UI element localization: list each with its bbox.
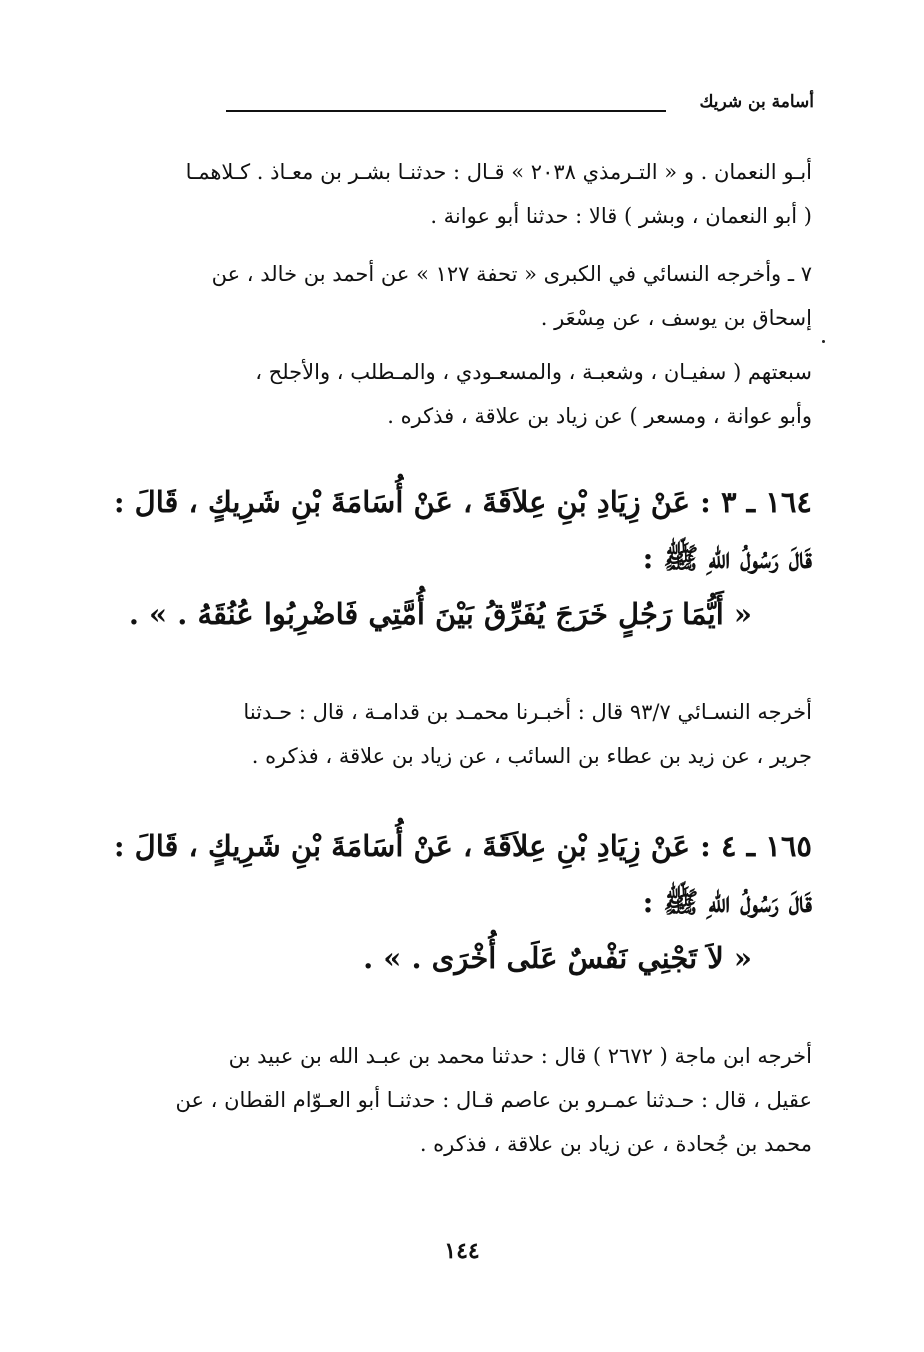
paragraph-takhrij-165 <box>112 1034 812 1166</box>
hadith-attribution: قَالَ رَسُولُ اللّهِ ﷺ : <box>642 541 812 575</box>
hadith-165 <box>112 818 812 986</box>
margin-mark <box>822 340 825 343</box>
text-line: أبـو النعمان . و « التـرمذي ٢٠٣٨ » قـال : حدثنـا بشـر بن معـاذ . كـلاهمـا <box>185 160 812 184</box>
text-line: عقيل ، قال : حـدثنا عمـرو بن عاصم قـال : حدثنـا أبو العـوّام القطان ، عن <box>175 1088 812 1112</box>
text-line: ٧ ـ وأخرجه النسائي في الكبرى « تحفة ١٢٧ » عن أحمد بن خالد ، عن <box>211 262 812 286</box>
text-line: أخرجه النسـائي ٩٣/٧ قال : أخبـرنا محمـد بن قدامـة ، قال : حـدثنا <box>243 700 812 724</box>
hadith-matn: « لاَ تَجْنِي نَفْسٌ عَلَى أُخْرَى . » . <box>363 941 752 975</box>
text-line: محمد بن جُحادة ، عن زياد بن علاقة ، فذكره . <box>419 1132 812 1156</box>
hadith-attribution: قَالَ رَسُولُ اللّهِ ﷺ : <box>642 885 812 919</box>
paragraph-continuation <box>112 150 812 238</box>
text-line: إسحاق بن يوسف ، عن مِسْعَر . <box>540 306 812 330</box>
paragraph-takhrij-164 <box>112 690 812 778</box>
hadith-isnad: ١٦٥ ـ ٤ : عَنْ زِيَادِ بْنِ عِلاَقَةَ ، عَنْ أُسَامَةَ بْنِ شَرِيكٍ ، قَالَ : <box>113 829 812 863</box>
text-line: جرير ، عن زيد بن عطاء بن السائب ، عن زياد بن علاقة ، فذكره . <box>251 744 812 768</box>
text-line: سبعتهم ( سفيـان ، وشعبـة ، والمسعـودي ، والمـطلب ، والأجلح ، <box>255 360 812 384</box>
running-header <box>226 92 814 118</box>
text-line: وأبو عوانة ، ومسعر ) عن زياد بن علاقة ، فذكره . <box>387 404 812 428</box>
paragraph-nasai-kubra <box>112 252 812 340</box>
text-line: ( أبو النعمان ، وبشر ) قالا : حدثنا أبو عوانة . <box>430 204 812 228</box>
paragraph-narrators-summary <box>112 350 812 438</box>
page-number: ١٤٤ <box>444 1238 480 1264</box>
header-rule <box>226 110 666 112</box>
hadith-isnad: ١٦٤ ـ ٣ : عَنْ زِيَادِ بْنِ عِلاَقَةَ ، عَنْ أُسَامَةَ بْنِ شَرِيكٍ ، قَالَ : <box>113 485 812 519</box>
header-title: أسامة بن شريك <box>699 92 814 112</box>
hadith-164 <box>112 474 812 642</box>
hadith-matn: « أَيُّمَا رَجُلٍ خَرَجَ يُفَرِّقُ بَيْنَ أُمَّتِي فَاضْرِبُوا عُنُقَهُ . » . <box>128 597 752 631</box>
text-line: أخرجه ابن ماجة ( ٢٦٧٢ ) قال : حدثنا محمد بن عبـد الله بن عبيد بن <box>228 1044 812 1068</box>
